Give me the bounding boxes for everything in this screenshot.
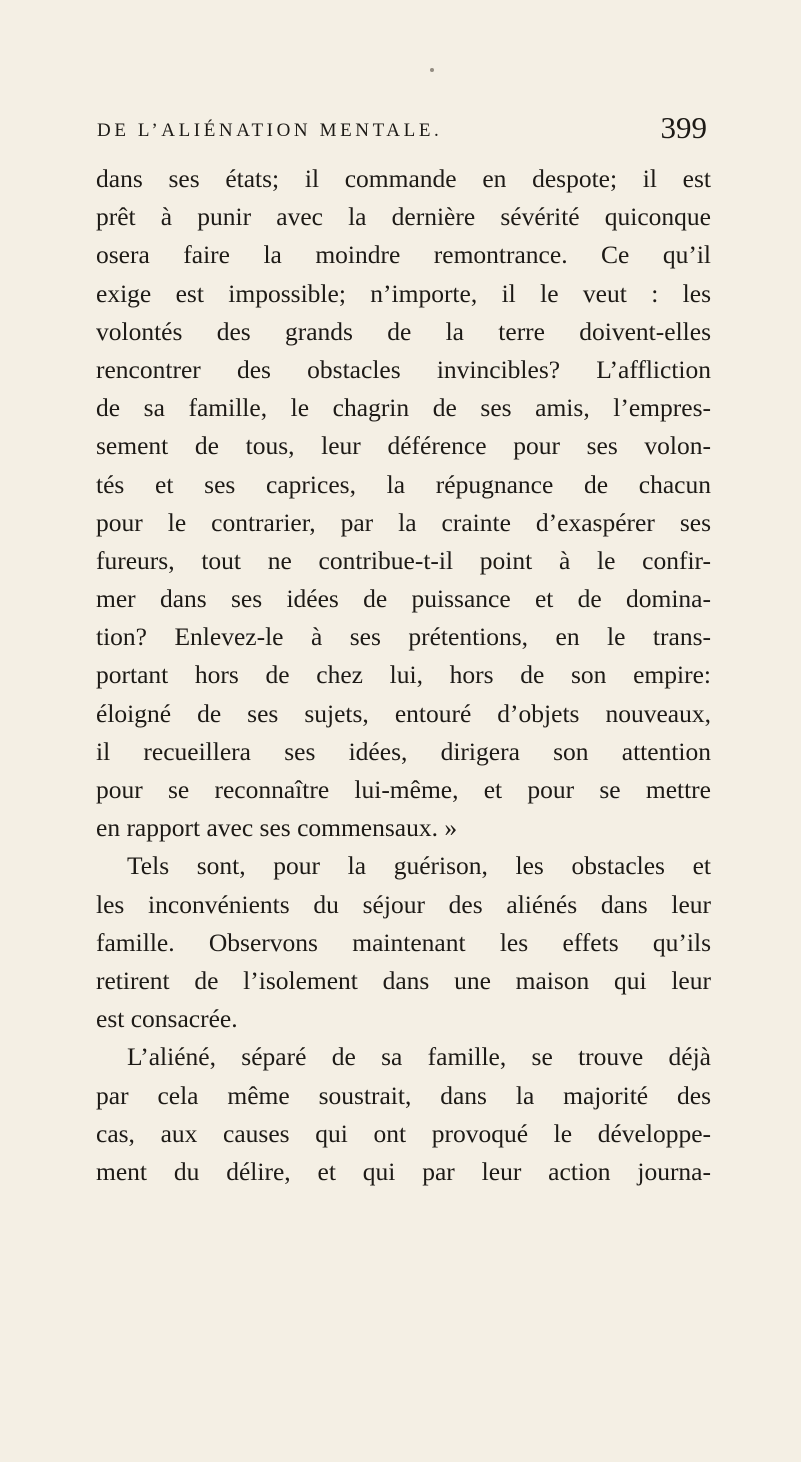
text-line: retirent de l’isolement dans une maison qui leur xyxy=(96,965,711,995)
paragraph-start-line: L’aliéné, séparé de sa famille, se trouve déjà xyxy=(127,1042,711,1072)
paragraph-end-line: est consacrée. xyxy=(96,1004,238,1034)
text-line: il recueillera ses idées, dirigera son attention xyxy=(96,736,711,766)
body-text xyxy=(96,160,711,1191)
text-line: éloigné de ses sujets, entouré d’objets nouveaux, xyxy=(96,698,711,728)
ink-speck xyxy=(430,68,434,72)
text-line: tion? Enlevez-le à ses prétentions, en le trans- xyxy=(96,622,711,652)
page-number: 399 xyxy=(660,110,707,145)
text-line: les inconvénients du séjour des aliénés dans leur xyxy=(96,889,711,919)
text-line: sement de tous, leur déférence pour ses volon- xyxy=(96,431,711,461)
text-line: ment du délire, et qui par leur action journa- xyxy=(96,1156,711,1186)
text-line: portant hors de chez lui, hors de son empire: xyxy=(96,660,711,690)
text-line: cas, aux causes qui ont provoqué le développe- xyxy=(96,1118,711,1148)
paragraph-end-line: en rapport avec ses commensaux. » xyxy=(96,813,458,843)
page-header xyxy=(97,110,707,150)
text-line: tés et ses caprices, la répugnance de chacun xyxy=(96,469,711,499)
text-line: famille. Observons maintenant les effets qu’ils xyxy=(96,927,711,957)
text-line: exige est impossible; n’importe, il le veut : les xyxy=(96,278,711,308)
text-line: volontés des grands de la terre doivent-elles xyxy=(96,316,711,346)
text-line: pour se reconnaître lui-même, et pour se mettre xyxy=(96,775,711,804)
text-line: rencontrer des obstacles invincibles? L’affliction xyxy=(96,354,711,384)
text-line: pour le contrarier, par la crainte d’exaspérer ses xyxy=(96,507,711,537)
text-line: de sa famille, le chagrin de ses amis, l’empres- xyxy=(96,393,711,423)
text-line: mer dans ses idées de puissance et de domina- xyxy=(96,584,711,614)
text-line: dans ses états; il commande en despote; il est xyxy=(96,164,711,193)
text-line: prêt à punir avec la dernière sévérité quiconque xyxy=(96,202,711,232)
text-line: fureurs, tout ne contribue-t-il point à le confir- xyxy=(96,545,711,575)
paragraph-start-line: Tels sont, pour la guérison, les obstacles et xyxy=(127,851,711,881)
text-line: osera faire la moindre remontrance. Ce qu’il xyxy=(96,240,711,270)
running-title: DE L’ALIÉNATION MENTALE. xyxy=(97,120,443,141)
text-line: par cela même soustrait, dans la majorité des xyxy=(96,1080,711,1110)
